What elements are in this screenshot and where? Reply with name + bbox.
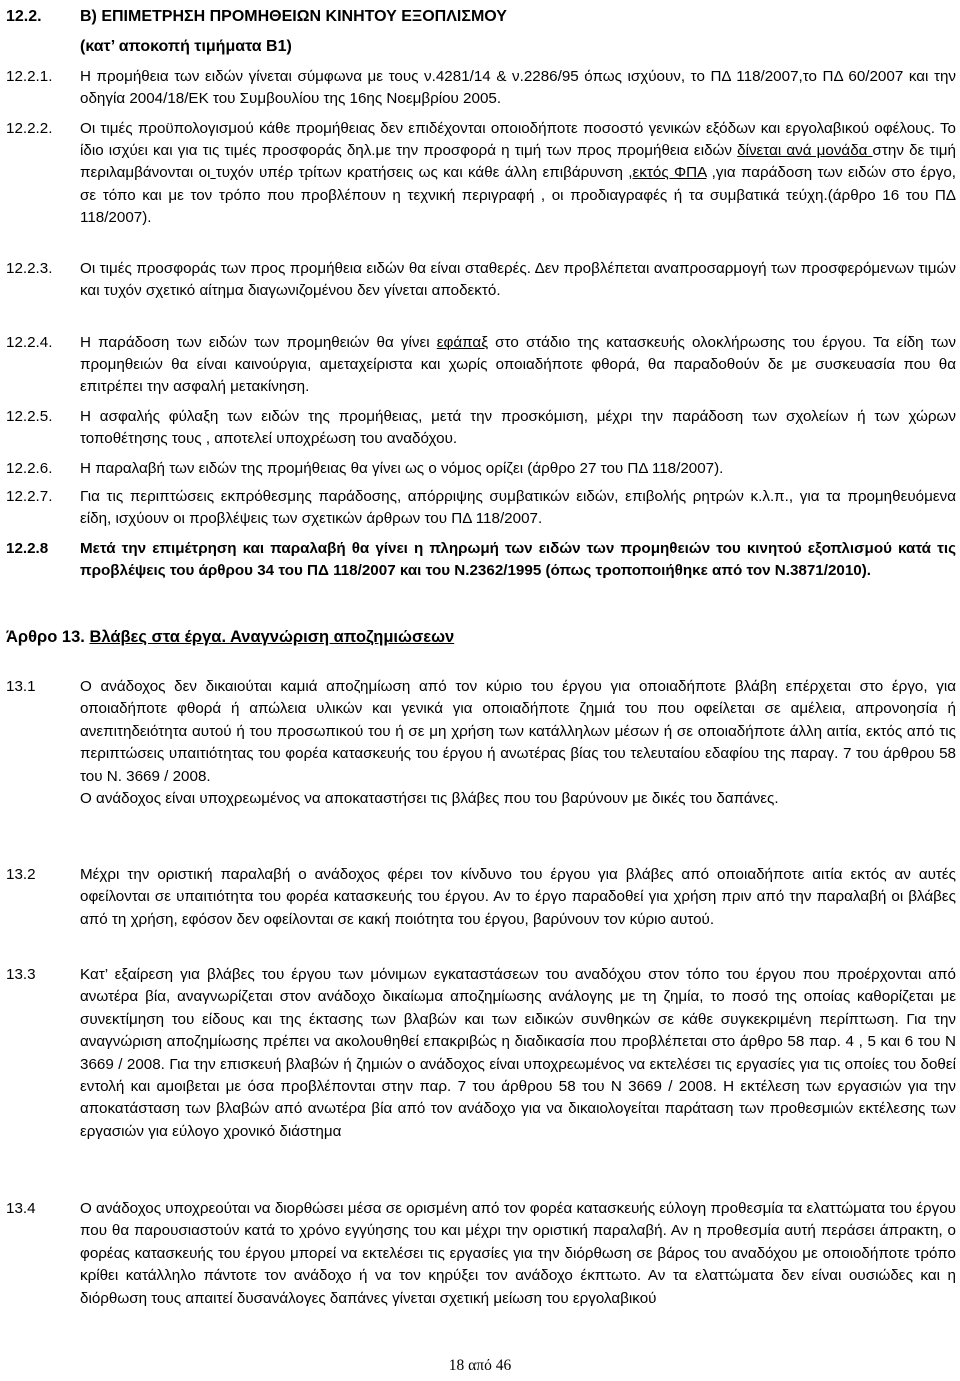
paragraph-12-2-4 bbox=[6, 332, 956, 399]
section-subtitle: (κατ’ αποκοπή τιμήματα Β1) bbox=[80, 38, 292, 55]
paragraph-text: Μέχρι την οριστική παραλαβή ο ανάδοχος φέρει τον κίνδυνο του έργου για βλάβες από οποιαδήποτε αιτία εκτός αν αυτές οφείλονται σε υπαιτιότητα του φορέα κατασκευής του έργου. Αν το έργο παραδοθεί για χρήση πριν από την παραλαβή οι βλάβες από τη χρήση, εφόσον δεν οφείλονται σε κακή ποιότητα του έργου, βαρύνουν τον κύριο αυτού. bbox=[80, 866, 956, 928]
paragraph-number: 12.2.8 bbox=[6, 540, 49, 557]
paragraph-text: Οι τιμές προσφοράς των προς προμήθεια ειδών θα είναι σταθερές. Δεν προβλέπεται αναπροσαρμογή των προσφερόμενων τιμών και τυχόν σχετικό αίτημα διαγωνιζομένου δεν γίνεται αποδεκτό. bbox=[80, 260, 956, 300]
paragraph-text: Η προμήθεια των ειδών γίνεται σύμφωνα με τους ν.4281/14 & ν.2286/95 όπως ισχύουν, το ΠΔ 118/2007,το ΠΔ 60/2007 και την οδηγία 2004/18/ΕΚ του Συμβουλίου της 16ης Νοεμβρίου 2005. bbox=[80, 68, 956, 108]
page-number: 18 από 46 bbox=[448, 1357, 512, 1374]
paragraph-number: 12.2.5. bbox=[6, 408, 53, 425]
underlined-text: εφάπαξ bbox=[436, 334, 489, 351]
paragraph-12-2-7 bbox=[6, 486, 956, 530]
paragraph-number: 13.3 bbox=[6, 966, 36, 983]
underlined-text: δίνεται ανά μονάδα bbox=[737, 142, 873, 160]
paragraph-text: Οι τιμές προϋπολογισμού κάθε προμήθειας δεν επιδέχονται οποιοδήποτε ποσοστό γενικών εξόδων και εργολαβικού οφέλους. Το ίδιο ισχύει και για τις τιμές προσφοράς δηλ.με την προσφορά η τιμή των προς προμήθεια ειδών δίνεται ανά μονάδα στην δε τιμή περιλαμβάνονται οι τυχόν υπέρ τρίτων κρατήσεις ως και κάθε άλλη επιβάρυνση ,εκτός ΦΠΑ ,για παράδοση των ειδών στο έργο, σε τόπο και με τον τρόπο που προβλέπουν η τεχνική περιγραφή , οι προδιαγραφές ή τα συμβατικά τεύχη.(άρθρο 16 του ΠΔ 118/2007). bbox=[80, 120, 956, 226]
paragraph-text: Ο ανάδοχος υποχρεούται να διορθώσει μέσα σε ορισμένη από τον φορέα κατασκευής εύλογη προθεσμία τα ελαττώματα του έργου που θα παρουσιαστούν κατά το χρόνο εγγύησης του και μέχρι την οριστική παραλαβή. Αν η προθεσμία αυτή περάσει άπρακτη, ο φορέας κατασκευής του έργου μπορεί να εκτελέσει τις εργασίες για την διόρθωση σε βάρος του αναδόχου με οποιοδήποτε τρόπο κρίθει κατάλληλο πάντοτε τον ανάδοχο ή να τον κηρύξει τον ανάδοχο έκπτωτο. Αν τα ελαττώματα δεν είναι ουσιώδες και η διόρθωση τους απαιτεί δυσανάλογες δαπάνες γίνεται σχετική μείωση του εργολαβικού bbox=[80, 1200, 956, 1307]
paragraph-13-3 bbox=[6, 964, 956, 1143]
paragraph-12-2-6 bbox=[6, 458, 956, 480]
section-number: 12.2. bbox=[6, 8, 42, 25]
paragraph-number: 13.4 bbox=[6, 1200, 36, 1217]
paragraph-text: Η παράδοση των ειδών των προμηθειών θα γίνει εφάπαξ στο στάδιο της κατασκευής ολοκλήρωσης του έργου. Τα είδη των προμηθειών θα είναι καινούργια, αμεταχείριστα και χωρίς οποιαδήποτε φθορά, θα παραδοθούν δε με συσκευασία που θα επιτρέπει την ασφαλή μετακίνηση. bbox=[80, 334, 956, 396]
paragraph-text: Κατ’ εξαίρεση για βλάβες του έργου των μόνιμων εγκαταστάσεων του αναδόχου στον τόπο του έργου που προέρχονται από ανωτέρα βία, αναγνωρίζεται στον ανάδοχο δικαίωμα αποζημίωσης ανάλογης με τη ζημία, το ποσό της οποίας καθορίζεται με συνεκτίμηση του είδους και της έκτασης των βλαβών και των ειδικών συνθηκών σε κάθε συγκεκριμένη περίπτωση. Για την αναγνώριση αποζημίωσης πρέπει να ακολουθηθεί επακριβώς η διαδικασία που προβλέπεται στο άρθρο 58 παρ. 4 , 5 και 6 του Ν 3669 / 2008. Για την επισκευή βλαβών ή ζημιών ο ανάδοχος είναι υποχρεωμένος να εκτελέσει τις εργασίες για τις οποίες του δοθεί εντολή και αμοιβεται με όσα προβλέπονται στην παρ. 7 του άρθρου 58 του Ν 3669 / 2008. Η εκτέλεση των εργασιών για την αποκατάσταση των βλαβών από ανωτέρα βία από τον ανάδοχο για να δικαιολογείται παράταση των προθεσμιών εκτέλεσης των εργασιών για εύλογο χρονικό διάστημα bbox=[80, 966, 956, 1140]
paragraph-number: 12.2.7. bbox=[6, 488, 53, 505]
paragraph-13-4 bbox=[6, 1198, 956, 1310]
paragraph-12-2-3 bbox=[6, 258, 956, 302]
paragraph-number: 12.2.4. bbox=[6, 334, 53, 351]
paragraph-number: 12.2.1. bbox=[6, 68, 53, 85]
paragraph-text: Για τις περιπτώσεις εκπρόθεσμης παράδοσης, απόρριψης συμβατικών ειδών, επιβολής ρητρών κ.λ.π., για τα προμηθευόμενα είδη, ισχύουν οι προβλέψεις των σχετικών άρθρων του ΠΔ 118/2007. bbox=[80, 488, 956, 528]
paragraph-number: 12.2.2. bbox=[6, 120, 53, 137]
paragraph-13-2 bbox=[6, 864, 956, 931]
paragraph-text: Η παραλαβή των ειδών της προμήθειας θα γίνει ως ο νόμος ορίζει (άρθρο 27 του ΠΔ 118/2007). bbox=[80, 460, 724, 477]
paragraph-number: 12.2.6. bbox=[6, 460, 53, 477]
article-heading bbox=[6, 625, 454, 649]
paragraph-number: 13.2 bbox=[6, 866, 36, 883]
paragraph-12-2-8 bbox=[6, 538, 956, 582]
section-heading bbox=[6, 6, 507, 28]
paragraph-text: Μετά την επιμέτρηση και παραλαβή θα γίνει η πληρωμή των ειδών των προμηθειών του κινητού εξοπλισμού κατά τις προβλέψεις του άρθρου 34 του ΠΔ 118/2007 και του Ν.2362/1995 (όπως τροποποιήθηκε από τον Ν.3871/2010). bbox=[80, 540, 956, 580]
paragraph-text: Η ασφαλής φύλαξη των ειδών της προμήθειας, μετά την προσκόμιση, μέχρι την παράδοση των σχολείων ή των χώρων τοποθέτησης τους , αποτελεί υποχρέωση του αναδόχου. bbox=[80, 408, 956, 448]
paragraph-text: Ο ανάδοχος δεν δικαιούται καμιά αποζημίωση από τον κύριο του έργου για οποιαδήποτε βλάβη επέρχεται στο έργο, για οποιαδήποτε φθορά ή απώλεια υλικών και γενικά για οποιαδήποτε ζημιά του που οφείλεται σε αμέλεια, απρονοησία ή ανεπιτηδειότητα αυτού ή του προσωπικού του ή σε μη χρήση των κατάλληλων μέσων ή σε οποιαδήποτε άλλη αιτία, εκτός από τις περιπτώσεις υπαιτιότητας του φορέα κατασκευής του έργου ή ανωτέρας βίας του τελευταίου εδαφίου της παραγ. 7 του άρθρου 58 του Ν. 3669 / 2008. bbox=[80, 678, 956, 785]
paragraph-12-2-1 bbox=[6, 66, 956, 110]
article-label: Άρθρο 13. bbox=[6, 628, 85, 646]
paragraph-number: 12.2.3. bbox=[6, 260, 53, 277]
paragraph-text-continued: Ο ανάδοχος είναι υποχρεωμένος να αποκαταστήσει τις βλάβες που του βαρύνουν με δικές του δαπάνες. bbox=[80, 790, 779, 808]
underlined-text: εκτός ΦΠΑ bbox=[632, 164, 707, 182]
paragraph-number: 13.1 bbox=[6, 678, 36, 695]
paragraph-12-2-5 bbox=[6, 406, 956, 450]
paragraph-13-1 bbox=[6, 676, 956, 810]
section-title: Β) ΕΠΙΜΕΤΡΗΣΗ ΠΡΟΜΗΘΕΙΩΝ ΚΙΝΗΤΟΥ ΕΞΟΠΛΙΣΜΟΥ bbox=[80, 8, 507, 25]
paragraph-12-2-2 bbox=[6, 118, 956, 229]
article-title: Βλάβες στα έργα. Αναγνώριση αποζημιώσεων bbox=[89, 628, 455, 646]
